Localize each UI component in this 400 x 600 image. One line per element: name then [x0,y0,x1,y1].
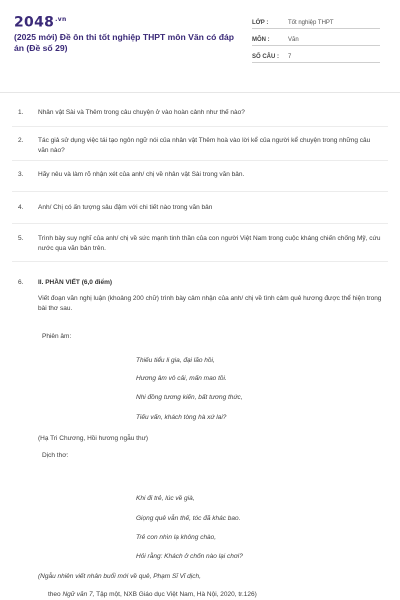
poem-line: Hương âm vô cải, mấn mao tồi. [136,375,227,382]
question-number: 5. [18,235,24,242]
page-header [14,12,386,64]
meta-row-class [252,14,380,29]
header-divider [0,92,400,93]
translator-note: (Ngẫu nhiên viết nhân buổi mới về quê, Phạm Sĩ Vĩ dịch, [38,573,201,580]
phien-am-label: Phiên âm: [42,333,72,340]
translation-line: Giọng quê vẫn thế, tóc đã khác bao. [136,515,241,522]
meta-row-question-count [252,48,380,63]
meta-row-subject [252,31,380,46]
question-item [18,136,382,156]
writing-prompt: Viết đoạn văn nghị luận (khoảng 200 chữ) trình bày cảm nhận của anh/ chị về tình cảm quê hương được thể hiện trong bài thơ sau. [38,295,382,312]
question-divider [12,261,388,262]
question-item [18,108,382,118]
question-divider [12,191,388,192]
logo-suffix-text: .vn [55,16,67,23]
question-number: 2. [18,137,24,144]
exam-page [14,12,386,600]
question-number: 4. [18,204,24,211]
meta-label: LỚP : [252,20,269,26]
poem-line: Nhi đồng tương kiến, bất tương thức, [136,394,243,401]
book-reference [48,590,382,600]
meta-label: SỐ CÂU : [252,54,279,60]
question-item [18,203,382,213]
question-number: 3. [18,171,24,178]
question-text: Nhân vật Sài và Thêm trong câu chuyện ở vào hoàn cảnh như thế nào? [38,109,245,116]
dich-tho-label: Dịch thơ: [42,452,69,459]
site-logo[interactable] [14,12,67,31]
section-heading: II. PHẦN VIẾT (6,0 điểm) [38,279,113,286]
question-number: 6. [18,279,24,286]
question-divider [12,223,388,224]
question-item [18,234,382,254]
meta-value: Tốt nghiệp THPT [288,20,334,26]
poem-line: Tiếu vấn, khách tòng hà xứ lai? [136,414,227,421]
poem-line: Thiếu tiểu li gia, đại lão hồi, [136,357,215,364]
question-number: 1. [18,109,24,116]
question-text: Hãy nêu và làm rõ nhận xét của anh/ chị về nhân vật Sài trong văn bản. [38,171,245,178]
meta-value: 7 [288,54,292,60]
logo-main-text: 2048 [14,14,55,31]
question-divider [12,126,388,127]
document-title: (2025 mới) Đề ôn thi tốt nghiệp THPT môn Văn có đáp án (Đề số 29) [14,32,235,53]
translation-line: Khi đi trẻ, lúc về già, [136,495,195,502]
book-reference-title: Ngữ văn 7, [62,591,95,598]
question-divider [12,160,388,161]
question-text: Tác giả sử dụng việc tái tạo ngôn ngữ nói của nhân vật Thêm hoà vào lời kể của người kể chuyện trong những câu văn nào? [38,137,371,154]
meta-value: Văn [288,37,299,43]
question-item [18,170,382,180]
exam-meta-table [252,14,380,65]
book-reference-prefix: theo [48,591,63,598]
poem-source: (Hạ Tri Chương, Hồi hương ngẫu thư) [38,435,149,442]
translation-line: Hỏi rằng: Khách ở chốn nào lại chơi? [136,553,243,560]
meta-label: MÔN : [252,37,270,43]
book-reference-rest: Tập một, NXB Giáo dục Việt Nam, Hà Nội, 2020, tr.126) [94,591,257,598]
question-text: Anh/ Chị có ấn tượng sâu đậm với chi tiết nào trong văn bản [38,204,213,211]
question-item-part-two [18,278,382,288]
translation-line: Trẻ con nhìn lạ không chào, [136,534,217,541]
question-text: Trình bày suy nghĩ của anh/ chị về sức mạnh tinh thần của con người Việt Nam trong cuộc kháng chiến chống Mỹ, cứu nước qua văn bản trên. [38,235,381,252]
